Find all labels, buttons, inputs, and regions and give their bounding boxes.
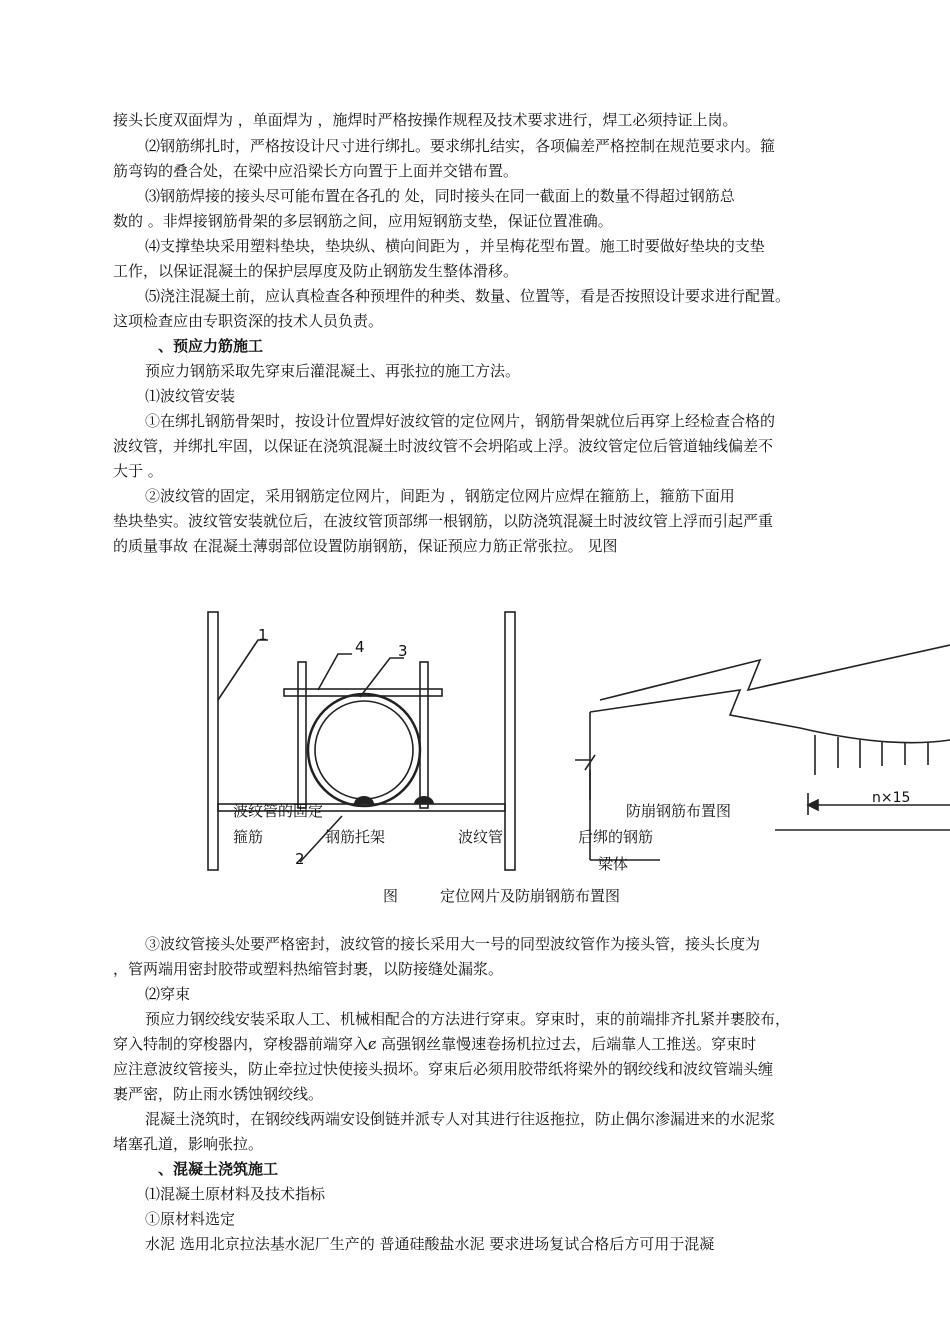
text-line: ⑵钢筋绑扎时，严格按设计尺寸进行绑扎。要求绑扎结实，各项偏差严格控制在规范要求内。箍 (145, 137, 776, 155)
text-line: 接头长度双面焊为 ，单面焊为 ，施焊时严格按操作规程及技术要求进行，焊工必须持证上岗。 (113, 111, 738, 129)
dimension-arrow (808, 800, 818, 810)
text-line: 筋弯钩的叠合处，在梁中应沿梁长方向置于上面并交错布置。 (113, 162, 519, 180)
text-line: 这项检查应由专职资深的技术人员负责。 (113, 312, 384, 330)
subsection-heading: ⑴混凝土原材料及技术指标 (145, 1185, 326, 1203)
text-line: 应注意波纹管接头，防止牵拉过快使接头损坏。穿束后必须用胶带纸将梁外的钢绞线和波纹管端头缠 (113, 1060, 774, 1078)
text-line: 的质量事故 在混凝土薄弱部位设置防崩钢筋，保证预应力筋正常张拉。 见图 (113, 537, 618, 555)
leader-1 (218, 640, 268, 700)
text-line: 数的 。非焊接钢筋骨架的多层钢筋之间，应用短钢筋支垫，保证位置准确。 (113, 212, 613, 230)
figure-caption-prefix: 图 (383, 887, 399, 905)
break-mark (575, 755, 595, 770)
label-gujin: 箍筋 (233, 828, 264, 846)
section-heading: 、混凝土浇筑施工 (158, 1160, 279, 1178)
callout-3: 3 (398, 642, 408, 660)
text-line: ⑷支撑垫块采用塑料垫块，垫块纵、横向间距为 ，并呈梅花型布置。施工时要做好垫块的支垫 (145, 237, 765, 255)
text-line: ①在绑扎钢筋骨架时，按设计位置焊好波纹管的定位网片，钢筋骨架就位后再穿上经检查合格的 (145, 412, 776, 430)
right-plate (505, 612, 515, 870)
left-plate (208, 612, 218, 870)
leader-4 (318, 654, 352, 690)
subsection-heading: ⑵穿束 (145, 985, 191, 1003)
callout-2: 2 (295, 850, 305, 868)
text-line: 穿入特制的穿梭器内，穿梭器前端穿入ȼ 高强钢丝靠慢速卷扬机拉过去，后端靠人工推送。穿束时 (113, 1035, 757, 1053)
text-line: ⑶钢筋焊接的接头尽可能布置在各孔的 处，同时接头在同一截面上的数量不得超过钢筋总 (145, 187, 735, 205)
label-nx15: n×15 (872, 790, 911, 806)
callout-4: 4 (355, 638, 365, 656)
text-line: 波纹管，并绑扎牢固，以保证在浇筑混凝土时波纹管不会坍陷或上浮。波纹管定位后管道轴线偏差不 (113, 437, 774, 455)
inner-right-bar (420, 662, 428, 808)
text-line: ⑸浇注混凝土前，应认真检查各种预埋件的种类、数量、位置等，看是否按照设计要求进行配置。 (145, 287, 791, 305)
section-heading: 、预应力筋施工 (158, 337, 264, 355)
curved-strand (590, 690, 950, 743)
figure-caption: 定位网片及防崩钢筋布置图 (440, 887, 621, 905)
text-line: ，管两端用密封胶带或塑料热缩管封裹，以防接缝处漏浆。 (113, 960, 504, 978)
text-line: 堵塞孔道，影响张拉。 (113, 1135, 264, 1153)
text-line: 垫块垫实。波纹管安装就位后，在波纹管顶部绑一根钢筋，以防浇筑混凝土时波纹管上浮而引起严重 (113, 512, 774, 530)
label-fangbeng: 防崩钢筋布置图 (626, 802, 732, 820)
label-houbang: 后绑的钢筋 (578, 828, 654, 846)
text-line: 水泥 选用北京拉法基水泥厂生产的 普通硅酸盐水泥 要求进场复试合格后方可用于混凝 (145, 1235, 715, 1253)
text-line: 大于 。 (113, 462, 163, 480)
subsection-heading: ①原材料选定 (145, 1210, 236, 1228)
label-liangti: 梁体 (598, 855, 629, 873)
text-line: 裹严密，防止雨水锈蚀钢绞线。 (113, 1085, 324, 1103)
duct-inner (315, 701, 413, 799)
text-line: 工作，以保证混凝土的保护层厚度及防止钢筋发生整体滑移。 (113, 262, 519, 280)
top-strand (600, 645, 950, 700)
inner-left-bar (298, 662, 306, 808)
weld-mark (414, 796, 434, 804)
text-line: ③波纹管接头处要严格密封，波纹管的接长采用大一号的同型波纹管作为接头管，接头长度为 (145, 935, 761, 953)
label-bowen: 波纹管 (458, 828, 504, 846)
subsection-heading: ⑴波纹管安装 (145, 387, 236, 405)
label-tuojia: 钢筋托架 (325, 828, 386, 846)
leader-3 (360, 658, 404, 697)
text-line: 预应力钢筋采取先穿束后灌混凝土、再张拉的施工方法。 (145, 362, 521, 380)
callout-1: 1 (258, 626, 268, 644)
text-line: ②波纹管的固定，采用钢筋定位网片，间距为 ，钢筋定位网片应焊在箍筋上，箍筋下面用 (145, 487, 735, 505)
weld-mark (354, 796, 374, 804)
label-bowen-fixed: 波纹管的固定 (233, 802, 324, 820)
duct-outer (308, 694, 420, 806)
text-line: 预应力钢绞线安装采取人工、机械相配合的方法进行穿束。穿束时，束的前端排齐扎紧并裹胶布， (145, 1010, 791, 1028)
text-line: 混凝土浇筑时，在钢绞线两端安设倒链并派专人对其进行往返拖拉，防止偶尔渗漏进来的水泥浆 (145, 1110, 776, 1128)
